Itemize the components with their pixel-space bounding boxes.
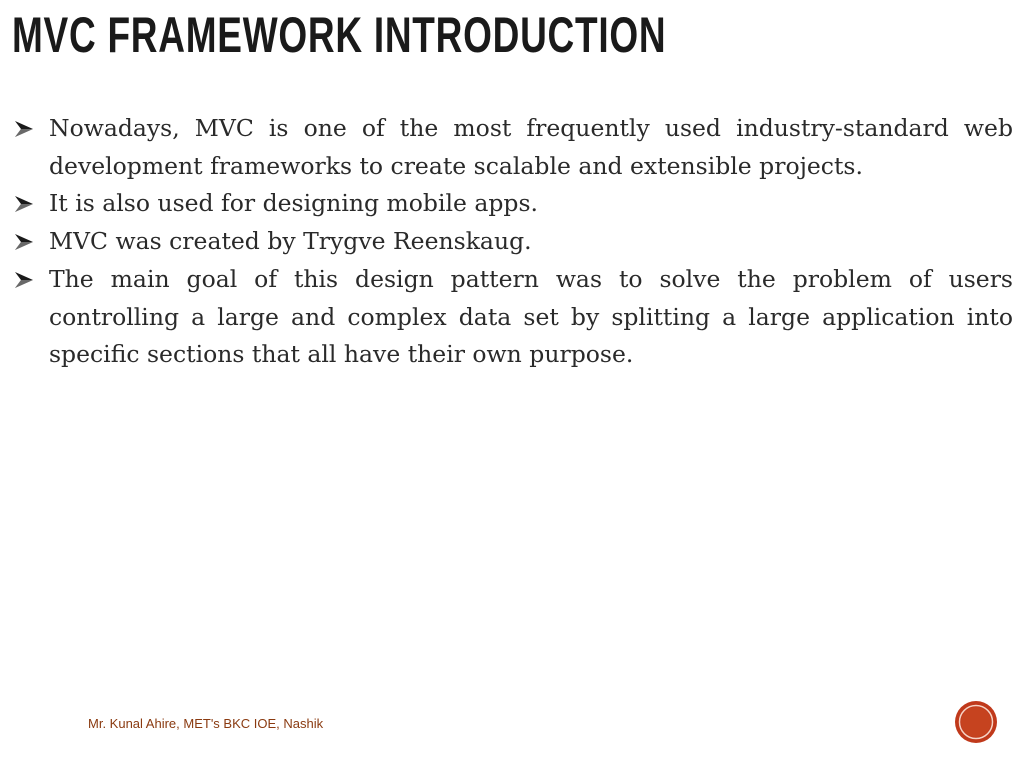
list-item	[14, 110, 1013, 185]
slide-number-badge-icon	[954, 700, 998, 744]
list-item	[14, 223, 1013, 261]
arrowhead-bullet-icon	[14, 185, 49, 223]
bullet-text: The main goal of this design pattern was to solve the problem of users controlling a large and complex data set by splitting a large application into specific sections that all have their own purpose.	[49, 265, 1013, 368]
bullet-text: It is also used for designing mobile apps.	[49, 189, 538, 217]
arrowhead-bullet-icon	[14, 261, 49, 299]
bullet-list	[14, 110, 1013, 374]
arrowhead-bullet-icon	[14, 110, 49, 148]
list-item	[14, 261, 1013, 374]
bullet-text: Nowadays, MVC is one of the most frequently used industry-standard web development frameworks to create scalable and extensible projects.	[49, 114, 1013, 180]
arrowhead-bullet-icon	[14, 223, 49, 261]
footer-author: Mr. Kunal Ahire, MET's BKC IOE, Nashik	[88, 716, 324, 731]
slide-title: MVC FRAMEWORK INTRODUCTION	[12, 7, 667, 63]
bullet-text: MVC was created by Trygve Reenskaug.	[49, 227, 532, 255]
list-item	[14, 185, 1013, 223]
